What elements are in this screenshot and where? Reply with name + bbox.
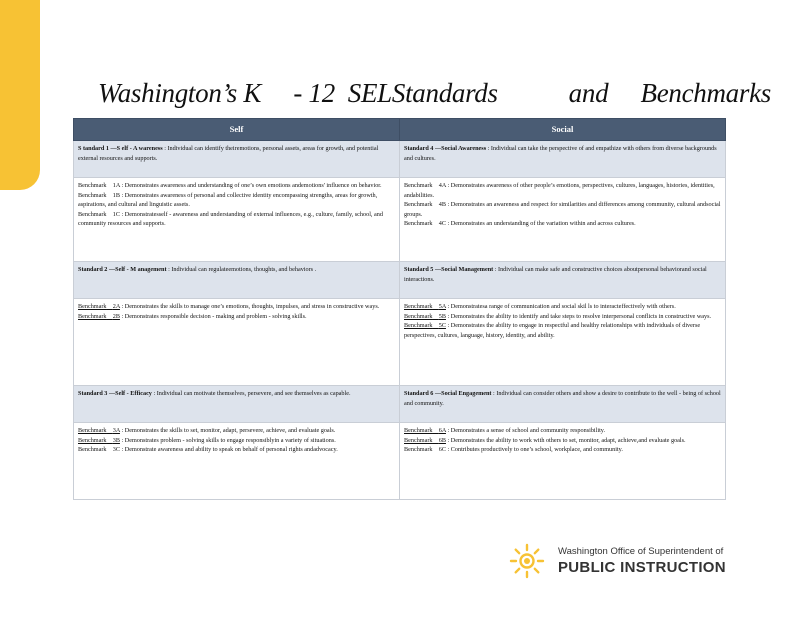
standard-heading: Standard 2 —Self - M anagement <box>78 266 167 273</box>
benchmark-ref: 5B <box>438 312 446 320</box>
benchmark-item <box>404 426 721 436</box>
benchmark-label: Benchmark <box>404 322 433 329</box>
benchmark-row <box>74 423 726 500</box>
standard-heading: Standard 6 —Social Engagement <box>404 390 492 397</box>
benchmark-text: 4B : Demonstrates an awareness and respect for similarities and differences among community, cultural andsocial groups. <box>404 201 721 218</box>
benchmark-item <box>404 181 721 200</box>
standard-row <box>74 262 726 299</box>
accent-bar <box>0 0 40 190</box>
benchmark-text: : Demonstrates problem - solving skills to engage responsiblyin a variety of situations. <box>121 436 336 444</box>
standard-heading: Standard 5 —Social Management <box>404 266 494 273</box>
benchmark-text: 1A : Demonstrates awareness and understanding of one’s own emotions andemotions' influence on behavior. <box>112 182 382 189</box>
benchmark-label: Benchmark <box>78 446 107 453</box>
benchmark-cell-social <box>400 299 726 386</box>
benchmark-label: Benchmark <box>404 201 433 208</box>
standards-table <box>73 118 726 500</box>
ospi-logo <box>508 542 726 582</box>
benchmark-item <box>78 191 395 210</box>
benchmark-text: 1C : Demonstratesself - awareness and understanding of external influences, e.g., culture, family, school, and community resources and supports. <box>78 210 383 227</box>
benchmark-item <box>78 302 395 312</box>
column-header-social: Social <box>400 119 726 141</box>
benchmark-text: : Demonstrates a sense of school and community responsibility. <box>447 427 606 434</box>
benchmark-item <box>78 181 395 191</box>
benchmark-ref: 5A <box>438 303 446 310</box>
benchmark-cell-self <box>74 178 400 262</box>
benchmark-label: Benchmark <box>404 312 433 320</box>
benchmark-item <box>404 200 721 219</box>
benchmark-label: Benchmark <box>78 182 107 189</box>
benchmark-ref: 3B <box>112 436 120 444</box>
benchmark-item <box>404 312 721 322</box>
benchmark-label: Benchmark <box>404 446 433 453</box>
benchmark-text: : Demonstrates the ability to identify and take steps to resolve interpersonal conflicts in constructive ways. <box>447 312 712 320</box>
standard-text: : Individual can make safe and constructive choices aboutpersonal behaviorand social interactions. <box>404 266 707 283</box>
standard-row <box>74 141 726 178</box>
benchmark-label: Benchmark <box>404 427 433 434</box>
standard-cell-social <box>400 262 726 299</box>
benchmark-label: Benchmark <box>404 436 433 444</box>
benchmark-label: Benchmark <box>404 220 433 227</box>
standard-cell-self <box>74 386 400 423</box>
benchmark-ref: 2A <box>112 303 120 310</box>
benchmark-item <box>78 445 395 455</box>
benchmark-ref: 3A <box>112 427 120 434</box>
benchmark-text: 6C : Contributes productively to one’s school, workplace, and community. <box>438 446 623 453</box>
benchmark-text: 4C : Demonstrates an understanding of the variation within and across cultures. <box>438 220 636 227</box>
benchmark-row <box>74 178 726 262</box>
benchmark-cell-social <box>400 178 726 262</box>
benchmark-text: : Demonstratesa range of communication and social skil ls to interacteffectively with others. <box>447 303 676 310</box>
benchmark-item <box>404 219 721 229</box>
logo-wordmark: PUBLIC INSTRUCTION <box>558 559 726 576</box>
benchmark-cell-self <box>74 423 400 500</box>
standard-cell-self <box>74 141 400 178</box>
standard-text: : Individual can identify theiremotions, personal assets, areas for growth, and potential external resources and supports. <box>78 145 379 162</box>
benchmark-item <box>404 321 721 340</box>
standard-heading: S tandard 1 —S elf - A wareness <box>78 145 163 152</box>
benchmark-item <box>404 445 721 455</box>
benchmark-text: : Demonstrates the skills to manage one’s emotions, thoughts, impulses, and stress in constructive ways. <box>121 303 380 310</box>
benchmark-item <box>78 312 395 322</box>
benchmark-ref: 6B <box>438 436 446 444</box>
sun-icon <box>508 542 546 580</box>
benchmark-ref: 5C <box>438 322 446 329</box>
benchmark-item <box>404 302 721 312</box>
benchmark-cell-self <box>74 299 400 386</box>
benchmark-cell-social <box>400 423 726 500</box>
benchmark-label: Benchmark <box>78 191 107 199</box>
standard-row <box>74 386 726 423</box>
benchmark-item <box>404 436 721 446</box>
benchmark-label: Benchmark <box>78 303 107 310</box>
benchmark-item <box>78 210 395 229</box>
benchmark-label: Benchmark <box>404 182 433 189</box>
benchmark-label: Benchmark <box>78 312 107 320</box>
standard-text: : Individual can take the perspective of and empathize with others from diverse backgrounds and cultures. <box>404 145 717 162</box>
benchmark-text: : Demonstrates the skills to set, monitor, adapt, persevere, achieve, and evaluate goals. <box>121 427 336 434</box>
benchmark-text: : Demonstrates the ability to engage in respectful and healthy relationships with individuals of diverse perspectives, cultures, language, history, identity, and ability. <box>404 322 701 339</box>
benchmark-ref: 6A <box>438 427 446 434</box>
benchmark-ref: 2B <box>112 312 120 320</box>
benchmark-text: 1B : Demonstrates awareness of personal and collective identity encompassing strengths, areas for growth, aspirations, and cultural and linguistic assets. <box>78 191 378 208</box>
benchmark-label: Benchmark <box>78 210 107 218</box>
standard-heading: Standard 3 —Self - Efficacy <box>78 390 152 397</box>
standard-cell-social <box>400 386 726 423</box>
benchmark-text: : Demonstrates responsible decision - making and problem - solving skills. <box>121 312 307 320</box>
benchmark-item <box>78 426 395 436</box>
benchmark-text: : Demonstrates the ability to work with others to set, monitor, adapt, achieve,and evaluate goals. <box>447 436 686 444</box>
standard-text: : Individual can motivate themselves, persevere, and see themselves as capable. <box>153 390 351 397</box>
benchmark-label: Benchmark <box>78 436 107 444</box>
benchmark-label: Benchmark <box>78 427 107 434</box>
page-title: Washington’s K - 12 SELStandards and Benchmarks <box>98 78 771 108</box>
standard-cell-social <box>400 141 726 178</box>
benchmark-row <box>74 299 726 386</box>
benchmark-text: 3C : Demonstrate awareness and ability to speak on behalf of personal rights andadvocacy. <box>112 446 338 453</box>
benchmark-text: 4A : Demonstrates awareness of other people’s emotions, perspectives, cultures, languages, histories, identities, andabilities. <box>404 182 715 199</box>
logo-agency-name: Washington Office of Superintendent of <box>558 546 724 557</box>
standard-text: : Individual can regulateemotions, thoughts, and behaviors . <box>168 266 317 273</box>
standard-cell-self <box>74 262 400 299</box>
column-header-self: Self <box>74 119 400 141</box>
benchmark-label: Benchmark <box>404 303 433 310</box>
benchmark-item <box>78 436 395 446</box>
standard-heading: Standard 4 —Social Awareness <box>404 145 487 152</box>
standard-text: : Individual can consider others and show a desire to contribute to the well - being of school and community. <box>404 390 721 407</box>
